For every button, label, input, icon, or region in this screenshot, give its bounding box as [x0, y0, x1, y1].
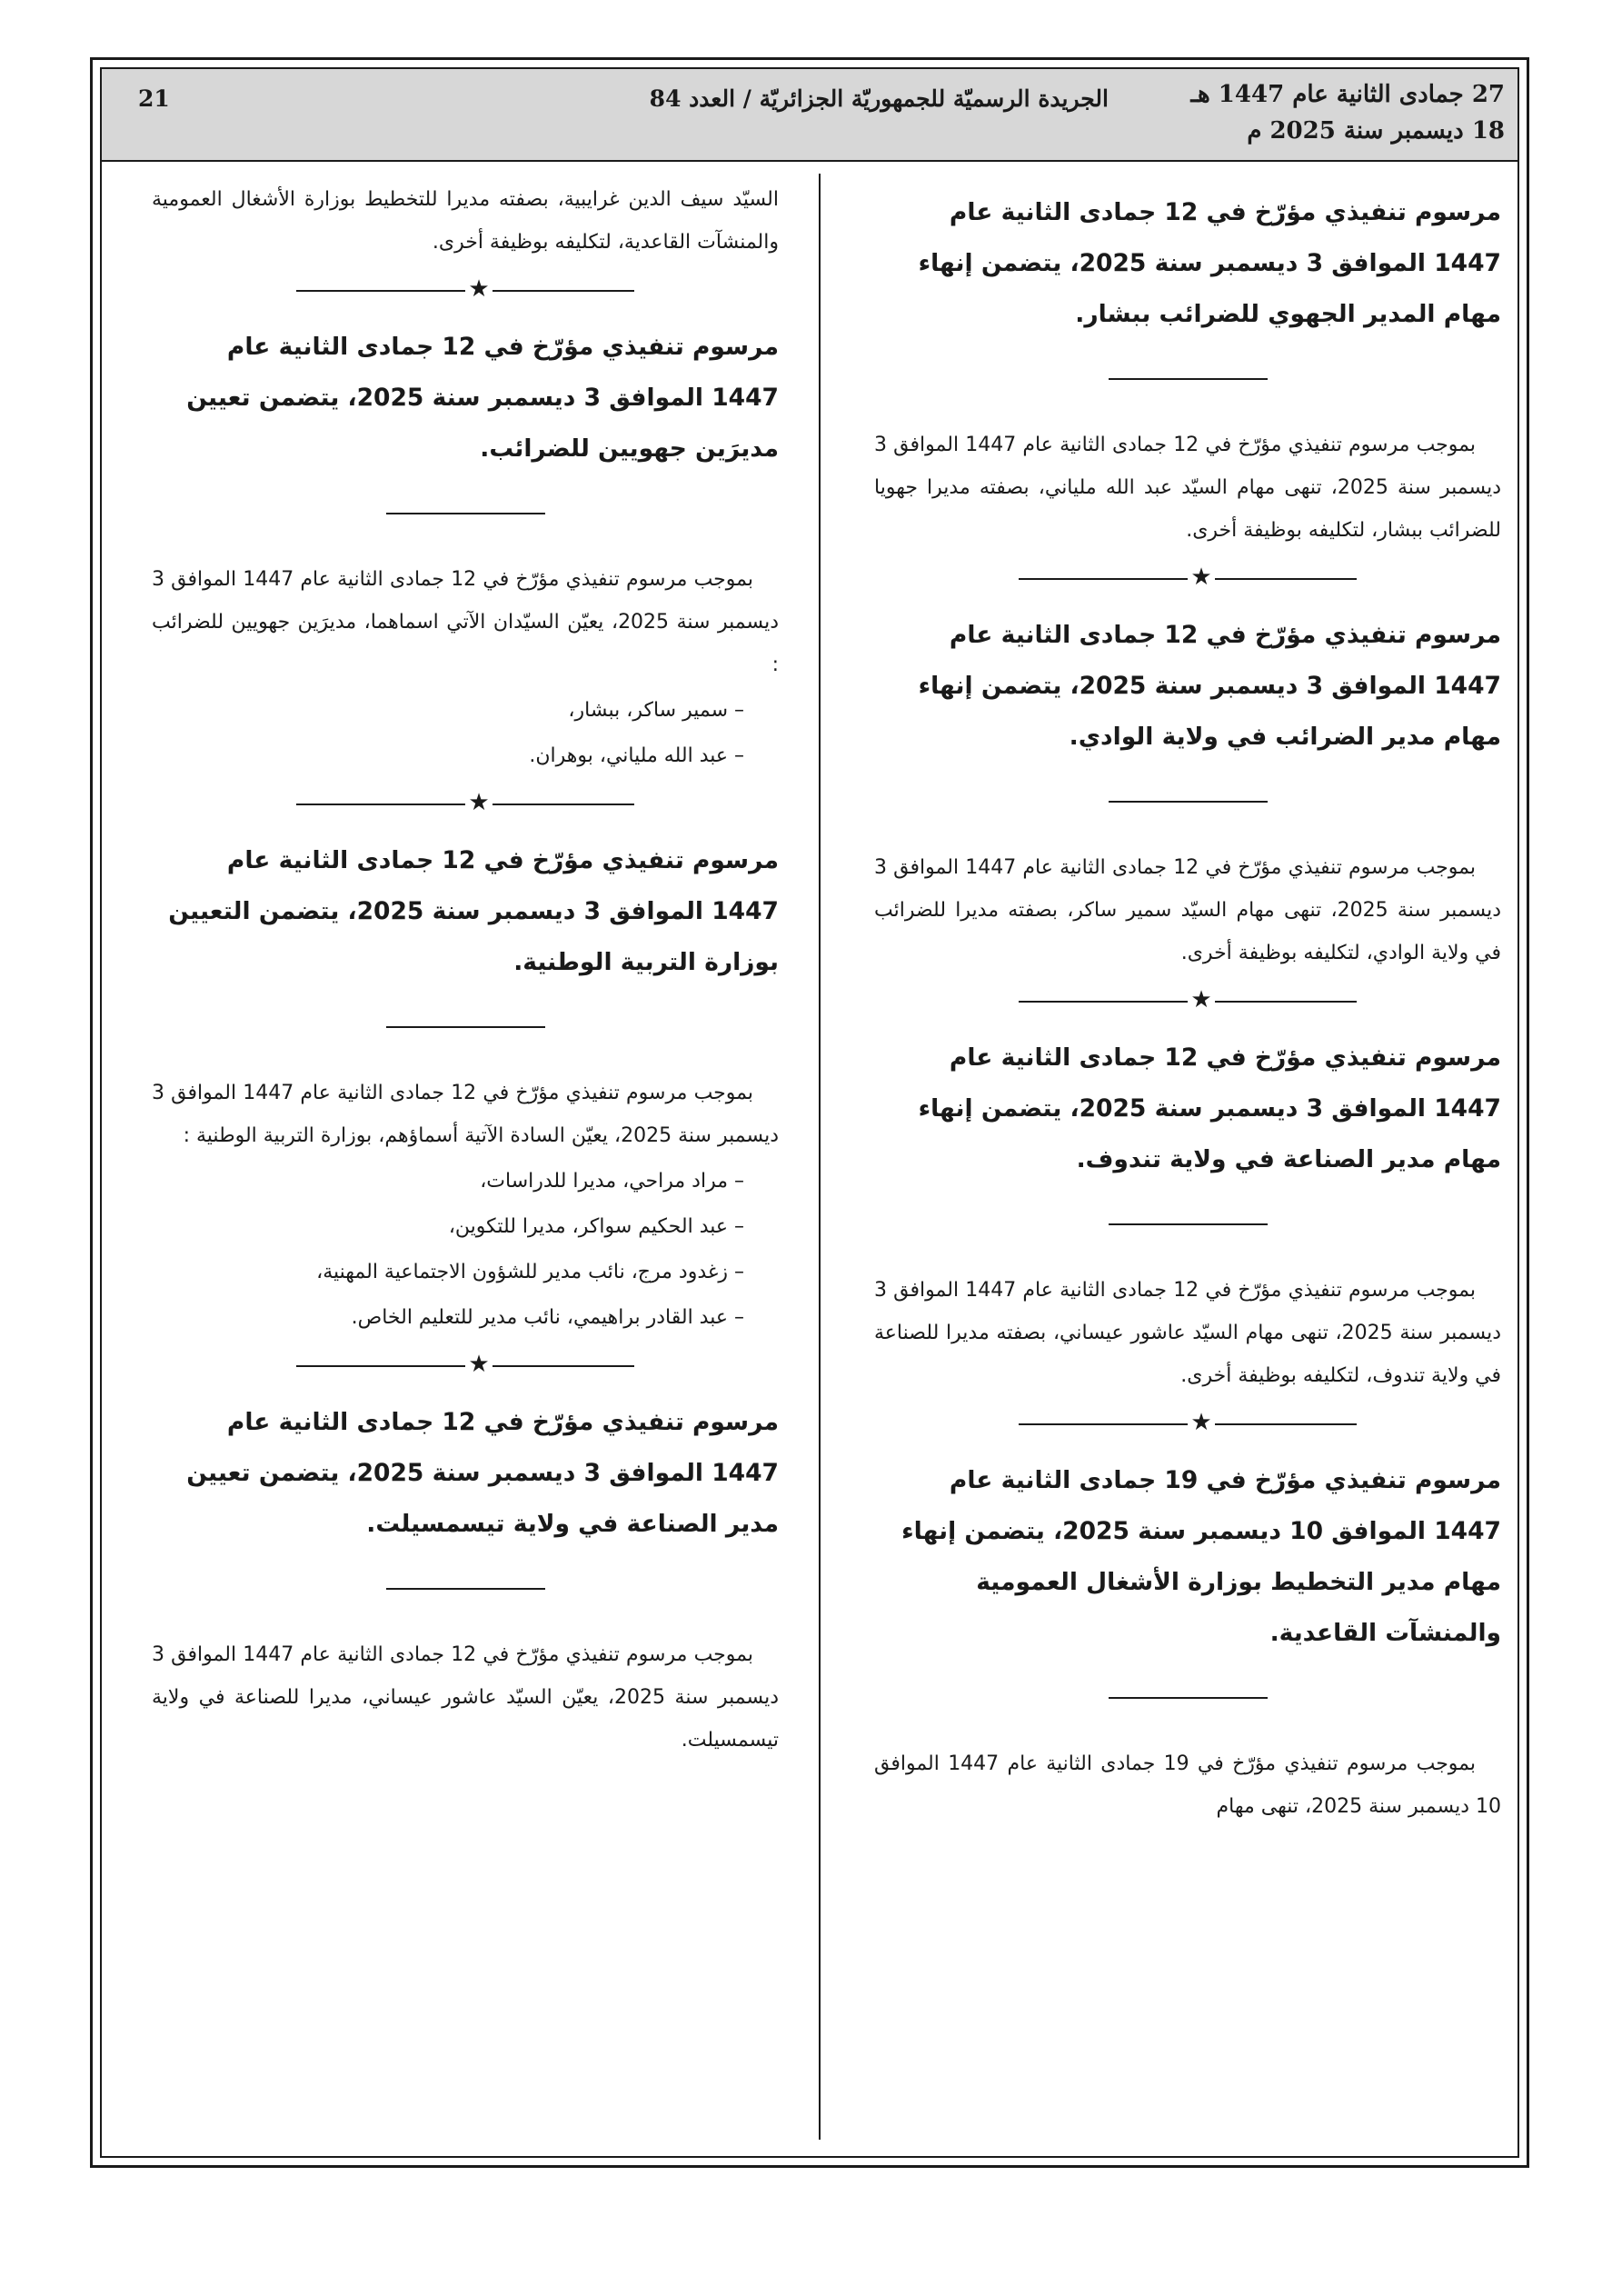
list-item: – عبد الحكيم سواكر، مديرا للتكوين، [448, 1215, 744, 1238]
short-rule [386, 1026, 545, 1028]
decree-body: بموجب مرسوم تنفيذي مؤرّخ في 12 جمادى الثانية عام 1447 الموافق 3 ديسمبر سنة 2025، تنهى مهام السيّد عبد الله ملياني، بصفته مديرا جهويا للضرائب ببشار، لتكليفه بوظيفة أخرى. [874, 434, 1502, 542]
decree-body: بموجب مرسوم تنفيذي مؤرّخ في 12 جمادى الثانية عام 1447 الموافق 3 ديسمبر سنة 2025، تنهى مهام السيّد سمير ساكر، بصفته مديرا للضرائب في ولاية الوادي، لتكليفه بوظيفة أخرى. [874, 856, 1502, 964]
decree-body: بموجب مرسوم تنفيذي مؤرّخ في 12 جمادى الثانية عام 1447 الموافق 3 ديسمبر سنة 2025، يعيّن السيّد عاشور عيساني، مديرا للصناعة في ولاية تيسمسيلت. [152, 1643, 779, 1752]
journal-title: الجريدة الرسميّة للجمهوريّة الجزائريّة / العدد 84 [649, 85, 1109, 112]
decree-body: بموجب مرسوم تنفيذي مؤرّخ في 19 جمادى الثانية عام 1447 الموافق 10 ديسمبر سنة 2025، تنهى مهام [874, 1752, 1501, 1818]
running-header [102, 69, 1518, 162]
short-rule [1109, 378, 1268, 380]
right-column [874, 178, 1501, 1828]
header-date-hijri: 27 جمادى الثانية عام 1447 هـ [1190, 81, 1505, 108]
decree-body: بموجب مرسوم تنفيذي مؤرّخ في 12 جمادى الثانية عام 1447 الموافق 3 ديسمبر سنة 2025، يعيّن السادة الآتية أسماؤهم، بوزارة التربية الوطنية : [152, 1082, 779, 1147]
column-divider [819, 174, 821, 2140]
page-inner-frame [100, 67, 1519, 2158]
decree-title: مرسوم تنفيذي مؤرّخ في 12 جمادى الثانية عام 1447 الموافق 3 ديسمبر سنة 2025، يتضمن تعيين مدير الصناعة في ولاية تيسمسيلت. [186, 1408, 779, 1538]
list-item: – سمير ساكر، ببشار، [568, 699, 744, 722]
decree-title: مرسوم تنفيذي مؤرّخ في 12 جمادى الثانية عام 1447 الموافق 3 ديسمبر سنة 2025، يتضمن تعيين مديرَين جهويين للضرائب. [186, 333, 779, 463]
decree-title: مرسوم تنفيذي مؤرّخ في 12 جمادى الثانية عام 1447 الموافق 3 ديسمبر سنة 2025، يتضمن التعيين بوزارة التربية الوطنية. [168, 846, 779, 976]
list-item: – مراد مراحي، مديرا للدراسات، [480, 1170, 744, 1193]
star-separator [1019, 986, 1357, 1014]
short-rule [1109, 801, 1268, 803]
left-column [152, 178, 779, 1762]
list-item: – عبد القادر براهيمي، نائب مدير للتعليم الخاص. [351, 1306, 744, 1329]
decree-title: مرسوم تنفيذي مؤرّخ في 19 جمادى الثانية عام 1447 الموافق 10 ديسمبر سنة 2025، يتضمن إنهاء مهام مدير التخطيط بوزارة الأشغال العمومية والمنشآت القاعدية. [901, 1466, 1501, 1647]
star-icon: ★ [1188, 564, 1215, 591]
star-separator [1019, 1409, 1357, 1437]
star-icon: ★ [465, 789, 493, 816]
page-number: 21 [138, 85, 170, 112]
continuation-text: السيّد سيف الدين غرايبية، بصفته مديرا للتخطيط بوزارة الأشغال العمومية والمنشآت القاعدية، لتكليفه بوظيفة أخرى. [152, 188, 779, 254]
short-rule [386, 1588, 545, 1590]
decree-body: بموجب مرسوم تنفيذي مؤرّخ في 12 جمادى الثانية عام 1447 الموافق 3 ديسمبر سنة 2025، يعيّن السيّدان الآتي اسماهما، مديرَين جهويين للضرائب : [152, 568, 779, 676]
short-rule [386, 513, 545, 514]
star-separator [296, 275, 634, 304]
header-date-gregorian: 18 ديسمبر سنة 2025 م [1247, 117, 1505, 145]
star-icon: ★ [465, 1351, 493, 1378]
header-date [1190, 76, 1505, 149]
decree-title: مرسوم تنفيذي مؤرّخ في 12 جمادى الثانية عام 1447 الموافق 3 ديسمبر سنة 2025، يتضمن إنهاء مهام مدير الصناعة في ولاية تندوف. [918, 1043, 1501, 1173]
decree-title: مرسوم تنفيذي مؤرّخ في 12 جمادى الثانية عام 1447 الموافق 3 ديسمبر سنة 2025، يتضمن إنهاء مهام مدير الضرائب في ولاية الوادي. [918, 621, 1501, 751]
star-icon: ★ [1188, 1409, 1215, 1436]
star-icon: ★ [465, 275, 493, 303]
decree-title: مرسوم تنفيذي مؤرّخ في 12 جمادى الثانية عام 1447 الموافق 3 ديسمبر سنة 2025، يتضمن إنهاء مهام المدير الجهوي للضرائب ببشار. [918, 198, 1501, 328]
star-separator [1019, 566, 1357, 592]
star-icon: ★ [1188, 986, 1215, 1013]
short-rule [1109, 1223, 1268, 1225]
short-rule [1109, 1697, 1268, 1699]
star-separator [296, 789, 634, 817]
decree-body: بموجب مرسوم تنفيذي مؤرّخ في 12 جمادى الثانية عام 1447 الموافق 3 ديسمبر سنة 2025، تنهى مهام السيّد عاشور عيساني، بصفته مديرا للصناعة في ولاية تندوف، لتكليفه بوظيفة أخرى. [874, 1279, 1501, 1387]
star-separator [296, 1353, 634, 1379]
list-item: – عبد الله ملياني، بوهران. [529, 744, 744, 767]
page-frame [90, 57, 1529, 2168]
list-item: – زغدود مرج، نائب مدير للشؤون الاجتماعية المهنية، [316, 1261, 744, 1283]
